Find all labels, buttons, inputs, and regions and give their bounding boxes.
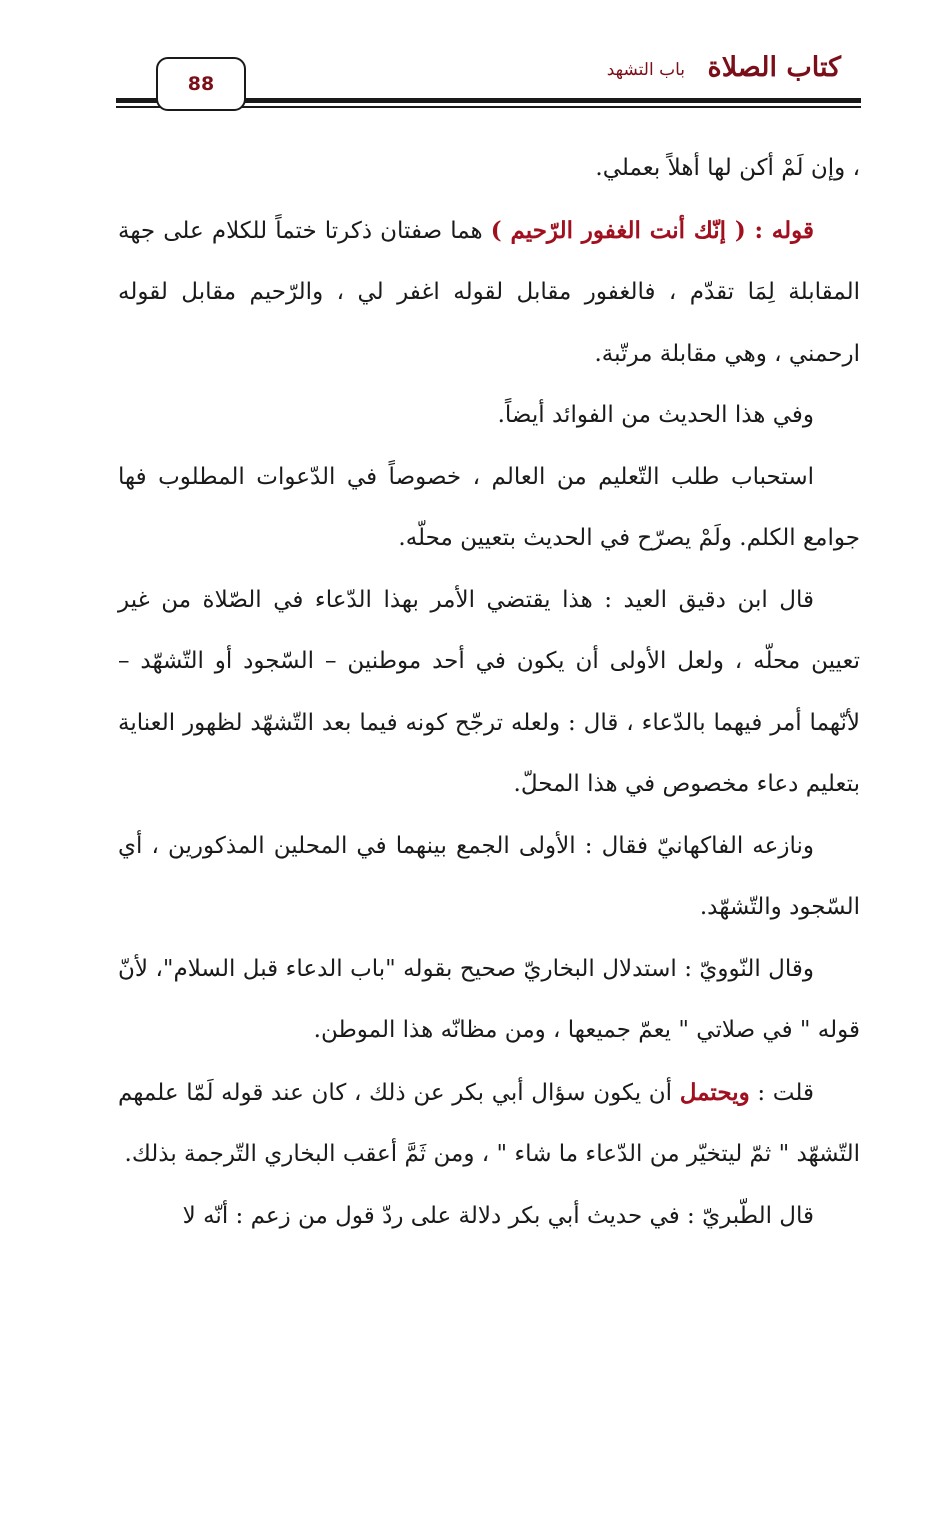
paragraph [118, 447, 860, 570]
paragraph-text: ونازعه الفاكهانيّ فقال : الأولى الجمع بينهما في المحلين المذكورين ، أي السّجود والتّشهّد. [118, 832, 860, 920]
book-title: كتاب الصلاة [707, 52, 841, 83]
page-number-box [156, 57, 246, 111]
highlighted-word: ويحتمل [679, 1078, 750, 1106]
paragraph [118, 570, 860, 816]
paragraph [118, 939, 860, 1062]
paragraph-text: قال الطّبريّ : في حديث أبي بكر دلالة على ردّ قول من زعم : أنّه لا [182, 1202, 814, 1229]
paragraph [118, 816, 860, 939]
paragraph-text: وقال النّوويّ : استدلال البخاريّ صحيح بقوله "باب الدعاء قبل السلام"، لأنّ قوله " في صلاتي " يعمّ جميعها ، ومن مظانّه هذا الموطن. [118, 955, 860, 1043]
quoted-phrase: قوله : ( إنّك أنت الغفور الرّحيم ) [490, 216, 814, 244]
page-body [118, 138, 860, 1247]
chapter-title: باب التشهد [606, 60, 685, 80]
paragraph [118, 1062, 860, 1186]
paragraph [118, 138, 860, 200]
paragraph-prefix: قلت : [749, 1079, 814, 1106]
paragraph-text: أن يكون سؤال أبي بكر عن ذلك ، كان عند قوله لَمّا علمهم التّشهّد " ثمّ ليتخيّر من الدّعاء ما شاء " ، ومن ثَمَّ أعقب البخاري التّرجمة بذلك. [118, 1079, 860, 1167]
paragraph-text: هما صفتان ذكرتا ختماً للكلام على جهة المقابلة لِمَا تقدّم ، فالغفور مقابل لقوله اغفر لي ، والرّحيم مقابل لقوله ارحمني ، وهي مقابلة مرتّبة. [118, 217, 860, 367]
page-number: 88 [187, 73, 215, 95]
paragraph-text: استحباب طلب التّعليم من العالم ، خصوصاً في الدّعوات المطلوب فها جوامع الكلم. ولَمْ يصرّح في الحديث بتعيين محلّه. [118, 463, 860, 551]
page-header [0, 0, 945, 120]
paragraph [118, 385, 860, 447]
paragraph [118, 200, 860, 386]
paragraph [118, 1186, 860, 1248]
paragraph-text: ، وإن لَمْ أكن لها أهلاً بعملي. [595, 155, 860, 181]
paragraph-text: قال ابن دقيق العيد : هذا يقتضي الأمر بهذا الدّعاء في الصّلاة من غير تعيين محلّه ، ولعل الأولى أن يكون في أحد موطنين – السّجود أو التّشهّد – لأنّهما أمر فيهما بالدّعاء ، قال : ولعله ترجّح كونه فيما بعد التّشهّد لظهور العناية بتعليم دعاء مخصوص في هذا المحلّ. [118, 586, 860, 797]
paragraph-text: وفي هذا الحديث من الفوائد أيضاً. [497, 402, 814, 428]
